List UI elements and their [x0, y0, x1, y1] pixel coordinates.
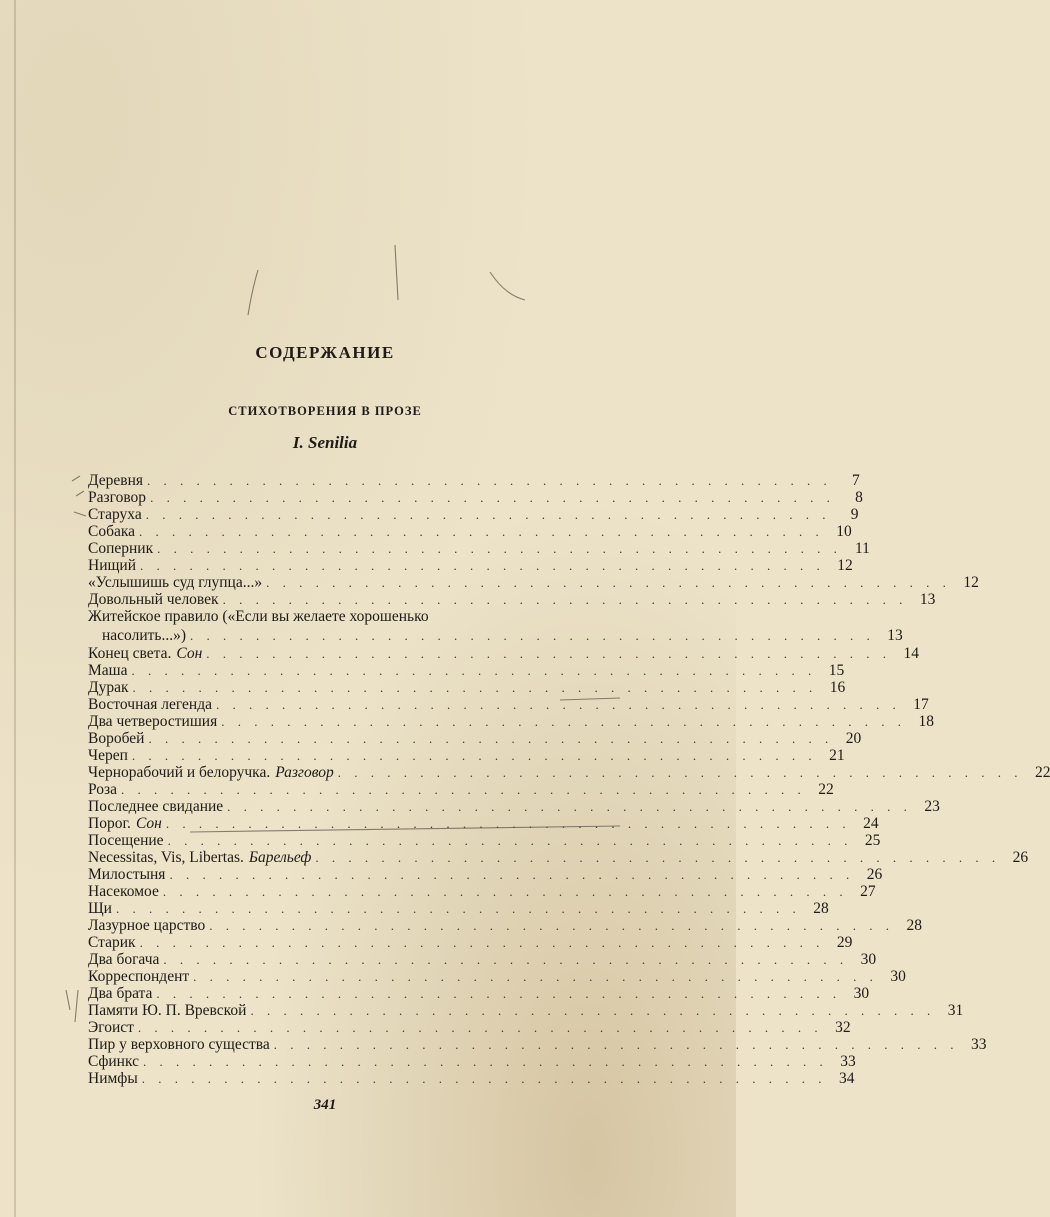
- leader-dots: . . . . . . . . . . . . . . . . . . . . . . . . . . . . . . . . . . . . . . . . . .: [250, 1003, 936, 1018]
- toc-entry-subtitle: Барельеф: [248, 849, 312, 866]
- toc-entry: [88, 968, 906, 985]
- toc-entry: [88, 1036, 987, 1053]
- toc-entry-title: Старуха: [88, 506, 142, 523]
- leader-dots: . . . . . . . . . . . . . . . . . . . . . . . . . . . . . . . . . . . . . . . . . .: [150, 490, 835, 505]
- leader-dots: . . . . . . . . . . . . . . . . . . . . . . . . . . . . . . . . . . . . . . . . . .: [139, 935, 825, 950]
- page-fold: [14, 0, 16, 1217]
- toc-entry-page: 29: [836, 934, 853, 951]
- toc-entry-page: 22: [1034, 764, 1050, 781]
- toc-entry-page: 9: [850, 506, 859, 523]
- toc-entry-title: Деревня: [88, 472, 144, 489]
- toc-entry-title: Порог.: [88, 815, 131, 832]
- toc-entry-page: 21: [829, 747, 845, 764]
- toc-entry-page: 32: [835, 1019, 851, 1036]
- toc-entry-title: Маша: [88, 662, 128, 679]
- toc-entry: [88, 815, 879, 832]
- section-title: I. Senilia: [292, 433, 358, 452]
- toc-entry-title: «Услышишь суд глупца...»: [88, 574, 263, 591]
- leader-dots: . . . . . . . . . . . . . . . . . . . . . . . . . . . . . . . . . . . . . . . . . .: [167, 833, 853, 848]
- toc-entry: [88, 832, 881, 849]
- toc-entry: [88, 934, 853, 951]
- toc-entry-title: Воробей: [88, 730, 145, 747]
- toc-entry-title: Necessitas, Vis, Libertas.: [88, 849, 244, 866]
- toc-entry-page: 26: [1012, 849, 1029, 866]
- toc-entry-title: Восточная легенда: [88, 696, 212, 713]
- toc-entry-title: Пир у верховного существа: [88, 1036, 270, 1053]
- toc-entry: [88, 696, 929, 713]
- page-number: 341: [313, 1097, 337, 1113]
- leader-dots: . . . . . . . . . . . . . . . . . . . . . . . . . . . . . . . . . . . . . . . . . .: [209, 918, 894, 933]
- toc-entry-page: 28: [813, 900, 829, 917]
- toc-entry-title: Лазурное царство: [88, 917, 206, 934]
- toc-entry-title: Памяти Ю. П. Вревской: [88, 1002, 247, 1019]
- pencil-stroke: [395, 245, 398, 300]
- leader-dots: . . . . . . . . . . . . . . . . . . . . . . . . . . . . . . . . . . . . . . . . . .: [163, 952, 849, 967]
- leader-dots: . . . . . . . . . . . . . . . . . . . . . . . . . . . . . . . . . . . . . . . . . .: [137, 1020, 823, 1035]
- toc-entry-page: 10: [836, 523, 852, 540]
- check-marks: [72, 476, 86, 516]
- toc-entry-title: Житейское правило («Если вы желаете хорошенько: [88, 608, 429, 625]
- toc-entry: [88, 608, 903, 645]
- toc-entry: [88, 730, 862, 747]
- toc-entry: [88, 506, 859, 523]
- margin-marks: [66, 990, 78, 1022]
- toc-entry-page: 31: [947, 1002, 964, 1019]
- toc-entry-page: 8: [855, 489, 863, 506]
- leader-dots: . . . . . . . . . . . . . . . . . . . . . . . . . . . . . . . . . . . . . . . . . .: [266, 575, 951, 590]
- pencil-stroke: [490, 272, 525, 300]
- toc-entry-title: Два богача: [88, 951, 160, 968]
- toc-entry: [88, 985, 870, 1002]
- leader-dots: . . . . . . . . . . . . . . . . . . . . . . . . . . . . . . . . . . . . . . . . . .: [132, 680, 818, 695]
- contents-heading: СОДЕРЖАНИЕ: [255, 343, 395, 362]
- toc-entry-page: 30: [890, 968, 906, 985]
- leader-dots: . . . . . . . . . . . . . . . . . . . . . . . . . . . . . . . . . . . . . . . . . .: [169, 867, 855, 882]
- toc-entry-page: 18: [918, 713, 934, 730]
- toc-entry: [88, 662, 845, 679]
- toc-entry-subtitle: Сон: [176, 645, 203, 662]
- toc-entry: [88, 591, 936, 608]
- toc-entry: [88, 489, 863, 506]
- toc-entry-title: Довольный человек: [88, 591, 219, 608]
- toc-entry: [88, 747, 845, 764]
- toc-entry-title: Посещение: [88, 832, 164, 849]
- toc-entry-title: Нищий: [88, 557, 137, 574]
- toc-entry: [88, 523, 852, 540]
- toc-entry-title: Насекомое: [88, 883, 159, 900]
- toc-entry-page: 27: [860, 883, 876, 900]
- toc-entry-page: 33: [840, 1053, 856, 1070]
- leader-dots: . . . . . . . . . . . . . . . . . . . . . . . . . . . . . . . . . . . . . . . . . .: [147, 473, 832, 488]
- toc-entry: [88, 951, 877, 968]
- toc-entry: [88, 883, 876, 900]
- toc-entry-page: 15: [828, 662, 845, 679]
- toc-entry-title: Щи: [88, 900, 112, 917]
- toc-entry: [88, 764, 1050, 781]
- toc-entry: [88, 1053, 856, 1070]
- toc-entry-page: 24: [863, 815, 879, 832]
- toc-entry: [88, 1070, 855, 1087]
- leader-dots: . . . . . . . . . . . . . . . . . . . . . . . . . . . . . . . . . . . . . . . . . .: [193, 969, 878, 984]
- toc-entry: [88, 866, 883, 883]
- leader-dots: . . . . . . . . . . . . . . . . . . . . . . . . . . . . . . . . . . . . . . . . . .: [145, 507, 831, 522]
- toc-entry-page: 34: [839, 1070, 855, 1087]
- leader-dots: . . . . . . . . . . . . . . . . . . . . . . . . . . . . . . . . . . . . . . . . . .: [206, 646, 892, 661]
- leader-dots: . . . . . . . . . . . . . . . . . . . . . . . . . . . . . . . . . . . . . . . . . .: [157, 541, 842, 556]
- toc-entry: [88, 849, 1029, 866]
- pencil-stroke: [248, 270, 258, 315]
- toc-entry-title: Дурак: [88, 679, 129, 696]
- toc-entry-subtitle: Сон: [135, 815, 162, 832]
- toc-entry-title: Два четверостишия: [88, 713, 218, 730]
- toc-entry-title: Соперник: [88, 540, 154, 557]
- toc-entry-title: Разговор: [88, 489, 147, 506]
- toc-entry: [88, 798, 940, 815]
- toc-entry-page: 20: [845, 730, 862, 747]
- toc-entry: [88, 472, 860, 489]
- toc-entry-page: 17: [913, 696, 929, 713]
- leader-dots: . . . . . . . . . . . . . . . . . . . . . . . . . . . . . . . . . . . . . . . . . .: [215, 697, 901, 712]
- toc-entry: [88, 679, 846, 696]
- toc-entry-page: 25: [864, 832, 881, 849]
- leader-dots: . . . . . . . . . . . . . . . . . . . . . . . . . . . . . . . . . . . . . . . . . .: [337, 765, 1023, 780]
- toc-entry-line: [88, 626, 903, 645]
- toc-entry-title: Милостыня: [88, 866, 166, 883]
- toc-entry-title: Чернорабочий и белоручка.: [88, 764, 271, 781]
- toc-entry-page: 13: [887, 627, 903, 644]
- toc-entry: [88, 540, 870, 557]
- leader-dots: . . . . . . . . . . . . . . . . . . . . . . . . . . . . . . . . . . . . . . . . . .: [315, 850, 1001, 865]
- toc-entry: [88, 900, 829, 917]
- toc-entry-title: Нимфы: [88, 1070, 138, 1087]
- toc-entry: [88, 781, 834, 798]
- leader-dots: . . . . . . . . . . . . . . . . . . . . . . . . . . . . . . . . . . . . . . . . . .: [273, 1037, 959, 1052]
- toc-entry: [88, 557, 853, 574]
- toc-entry-page: 30: [860, 951, 877, 968]
- leader-dots: . . . . . . . . . . . . . . . . . . . . . . . . . . . . . . . . . . . . . . . . . .: [227, 799, 912, 814]
- toc-entry-page: 12: [837, 557, 853, 574]
- leader-dots: . . . . . . . . . . . . . . . . . . . . . . . . . . . . . . . . . . . . . . . . . .: [131, 748, 817, 763]
- leader-dots: . . . . . . . . . . . . . . . . . . . . . . . . . . . . . . . . . . . . . . . . . .: [221, 714, 906, 729]
- toc-entry: [88, 1019, 851, 1036]
- table-of-contents: [88, 472, 1050, 1087]
- toc-entry-page: 33: [971, 1036, 987, 1053]
- toc-entry-title: Эгоист: [88, 1019, 134, 1036]
- leader-dots: . . . . . . . . . . . . . . . . . . . . . . . . . . . . . . . . . . . . . . . . . .: [165, 816, 851, 831]
- toc-entry: [88, 917, 922, 934]
- toc-entry-title: Два брата: [88, 985, 153, 1002]
- toc-entry-title: Конец света.: [88, 645, 172, 662]
- toc-entry-title: Роза: [88, 781, 117, 798]
- toc-entry-page: 7: [852, 472, 860, 489]
- toc-entry: [88, 574, 979, 591]
- leader-dots: . . . . . . . . . . . . . . . . . . . . . . . . . . . . . . . . . . . . . . . . . .: [190, 628, 875, 643]
- toc-entry-title: Старик: [88, 934, 136, 951]
- leader-dots: . . . . . . . . . . . . . . . . . . . . . . . . . . . . . . . . . . . . . . . . . .: [121, 782, 806, 797]
- toc-entry: [88, 645, 920, 662]
- toc-entry-title: Последнее свидание: [88, 798, 224, 815]
- toc-entry-title: Корреспондент: [88, 968, 190, 985]
- toc-entry-page: 11: [854, 540, 870, 557]
- leader-dots: . . . . . . . . . . . . . . . . . . . . . . . . . . . . . . . . . . . . . . . . . .: [141, 1071, 827, 1086]
- leader-dots: . . . . . . . . . . . . . . . . . . . . . . . . . . . . . . . . . . . . . . . . . .: [115, 901, 801, 916]
- toc-entry-line: [88, 608, 592, 626]
- toc-entry-page: 14: [903, 645, 920, 662]
- toc-entry-title: Собака: [88, 523, 136, 540]
- contents-subheading: СТИХОТВОРЕНИЯ В ПРОЗЕ: [228, 404, 422, 418]
- toc-entry-page: 12: [963, 574, 979, 591]
- toc-entry-page: 22: [818, 781, 834, 798]
- toc-entry-subtitle: Разговор: [275, 764, 334, 781]
- leader-dots: . . . . . . . . . . . . . . . . . . . . . . . . . . . . . . . . . . . . . . . . . .: [143, 1054, 828, 1069]
- leader-dots: . . . . . . . . . . . . . . . . . . . . . . . . . . . . . . . . . . . . . . . . . .: [131, 663, 817, 678]
- leader-dots: . . . . . . . . . . . . . . . . . . . . . . . . . . . . . . . . . . . . . . . . . .: [140, 558, 825, 573]
- leader-dots: . . . . . . . . . . . . . . . . . . . . . . . . . . . . . . . . . . . . . . . . . .: [162, 884, 848, 899]
- toc-entry-page: 13: [919, 591, 936, 608]
- toc-entry-page: 30: [853, 985, 870, 1002]
- leader-dots: . . . . . . . . . . . . . . . . . . . . . . . . . . . . . . . . . . . . . . . . . .: [222, 592, 908, 607]
- toc-entry-page: 16: [829, 679, 846, 696]
- toc-entry: [88, 1002, 964, 1019]
- toc-entry-page: 26: [866, 866, 883, 883]
- toc-entry-title: Череп: [88, 747, 128, 764]
- toc-entry-page: 28: [906, 917, 922, 934]
- leader-dots: . . . . . . . . . . . . . . . . . . . . . . . . . . . . . . . . . . . . . . . . . .: [156, 986, 842, 1001]
- toc-entry: [88, 713, 934, 730]
- toc-entry-title-continued: насолить...»): [102, 627, 187, 644]
- toc-entry-page: 23: [924, 798, 940, 815]
- leader-dots: . . . . . . . . . . . . . . . . . . . . . . . . . . . . . . . . . . . . . . . . . .: [148, 731, 834, 746]
- toc-entry-title: Сфинкс: [88, 1053, 139, 1070]
- leader-dots: . . . . . . . . . . . . . . . . . . . . . . . . . . . . . . . . . . . . . . . . . .: [139, 524, 824, 539]
